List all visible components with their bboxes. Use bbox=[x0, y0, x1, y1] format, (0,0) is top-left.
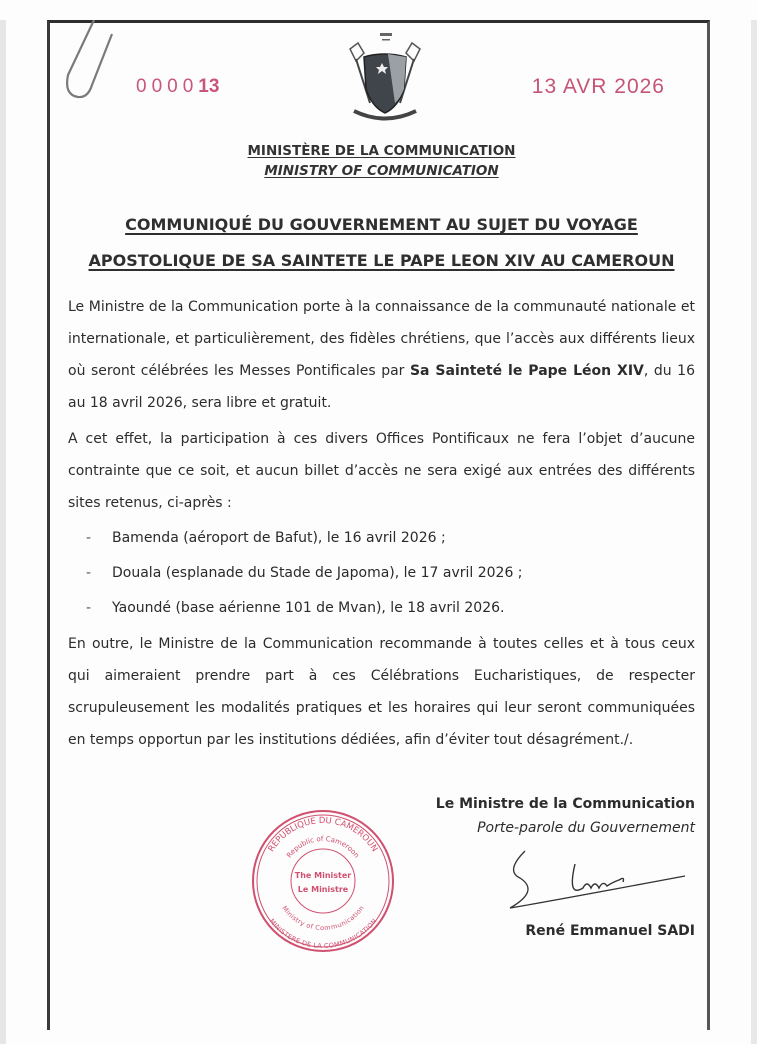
reference-number-suffix: 13 bbox=[198, 76, 220, 97]
document-title-line2: APOSTOLIQUE DE SA SAINTETE LE PAPE LEON XIV AU CAMEROUN bbox=[88, 251, 675, 270]
handwritten-signature-icon bbox=[495, 846, 695, 916]
document-title-line1: COMMUNIQUÉ DU GOUVERNEMENT AU SUJET DU VOYAGE bbox=[125, 215, 638, 234]
letterhead bbox=[68, 23, 695, 141]
reference-number-prefix: 0000 bbox=[136, 76, 199, 97]
paragraph-access: A cet effet, la participation à ces divers Offices Pontificaux ne fera l’objet d’aucune contrainte que ce soit, et aucun billet d’accès ne sera exigé aux entrées des différents sites retenus, ci-après : bbox=[68, 431, 695, 511]
seal-center-text-en: The Minister bbox=[294, 871, 352, 880]
seal-outer-top-text: REPUBLIQUE DU CAMEROUN bbox=[266, 815, 380, 854]
ministry-name-french: MINISTÈRE DE LA COMMUNICATION bbox=[247, 143, 516, 159]
seal-center-text-fr: Le Ministre bbox=[297, 885, 349, 894]
list-item: - Bamenda (aéroport de Bafut), le 16 avril 2026 ; bbox=[86, 521, 695, 556]
date-stamp: 13 AVR 2026 bbox=[531, 75, 665, 98]
ministry-name-english: MINISTRY OF COMMUNICATION bbox=[264, 163, 499, 179]
signatory-role: Le Ministre de la Communication bbox=[435, 796, 695, 812]
document-border bbox=[47, 20, 710, 1030]
page-edge-left bbox=[0, 20, 6, 1044]
sites-list bbox=[86, 521, 695, 626]
signature-area bbox=[68, 792, 695, 992]
signatory-name: René Emmanuel SADI bbox=[525, 923, 695, 939]
paperclip-icon bbox=[60, 20, 120, 100]
seal-inner-top-text: Republic of Cameroon bbox=[285, 834, 361, 860]
seal-inner-left-text: Ministry of Communication bbox=[280, 904, 366, 932]
official-seal-icon bbox=[248, 806, 398, 956]
svg-text:REPUBLIQUE DU CAMEROUN bbox=[267, 816, 380, 854]
signatory-block bbox=[425, 792, 695, 942]
cameroon-coat-of-arms-icon bbox=[340, 31, 430, 126]
svg-text:Republic of Cameroon bbox=[285, 835, 360, 860]
paragraph-recommendation: En outre, le Ministre de la Communication recommande à toutes celles et à tous ceux qui aimeraient prendre part à ces Célébrations Eucharistiques, de respecter scrupuleusement les modalités pratiques et les horaires qui leur seront communiquées en temps opportun par les institutions dédiées, afin d’éviter tout désagrément./. bbox=[68, 636, 695, 748]
svg-text:Ministry of Communication bbox=[280, 904, 365, 932]
seal-outer-left-text: MINISTERE DE LA COMMUNICATION bbox=[267, 917, 379, 950]
document-title bbox=[68, 207, 695, 279]
svg-text:MINISTERE DE LA COMMUNICATION bbox=[268, 917, 378, 950]
list-item: - Yaoundé (base aérienne 101 de Mvan), le 18 avril 2026. bbox=[86, 591, 695, 626]
paragraph-announcement: Le Ministre de la Communication porte à la connaissance de la communauté nationale et internationale, et particulièrement, des fidèles chrétiens, que l’accès aux différents lieux où seront célébrées les Messes Pontificales par Sa Sainteté le Pape Léon XIV, du 16 au 18 avril 2026, sera libre et gratuit. bbox=[68, 299, 695, 411]
reference-number-stamp bbox=[136, 76, 219, 98]
list-item: - Douala (esplanade du Stade de Japoma), le 17 avril 2026 ; bbox=[86, 556, 695, 591]
signatory-subtitle: Porte-parole du Gouvernement bbox=[477, 820, 695, 836]
pope-name: Sa Sainteté le Pape Léon XIV bbox=[409, 363, 644, 379]
page-edge-right bbox=[751, 20, 757, 1044]
